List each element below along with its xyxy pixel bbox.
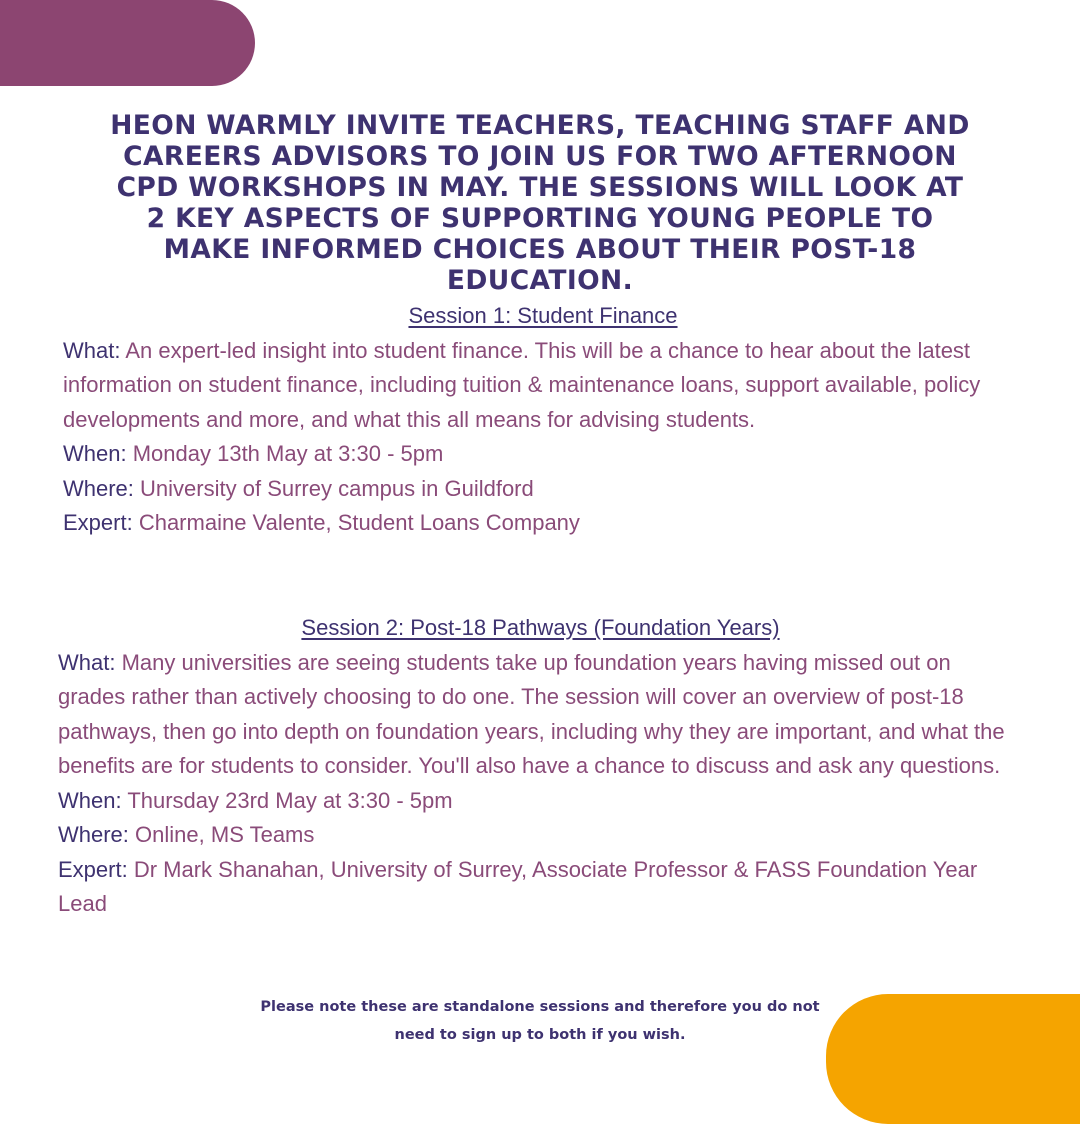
what-label: What: [58, 649, 116, 675]
session-1-expert-text: Charmaine Valente, Student Loans Company [138, 510, 580, 535]
session-1-where [63, 472, 1023, 507]
note-line-2: need to sign up to both if you wish. [394, 1027, 686, 1043]
session-2-what [58, 646, 1023, 784]
decorative-orange-blob [826, 994, 1080, 1124]
session-1-what [63, 334, 1023, 438]
standalone-note [240, 993, 840, 1049]
session-1-title: Session 1: Student Finance [408, 303, 678, 328]
session-2-where [58, 818, 1023, 853]
session-1-where-text: University of Surrey campus in Guildford [140, 475, 534, 501]
session-2-where-text: Online, MS Teams [135, 822, 315, 847]
session-2 [58, 611, 1023, 922]
expert-label: Expert: [63, 510, 133, 535]
session-1-expert [63, 506, 1023, 541]
note-line-1: Please note these are standalone sessions and therefore you do not [260, 999, 820, 1015]
expert-label: Expert: [58, 856, 128, 882]
session-1 [63, 299, 1023, 541]
decorative-purple-blob [0, 0, 255, 86]
when-label: When: [63, 441, 127, 466]
session-2-expert-text: Dr Mark Shanahan, University of Surrey, Associate Professor & FASS Foundation Year Lead [58, 856, 978, 916]
session-2-title: Session 2: Post-18 Pathways (Foundation Years) [301, 615, 780, 640]
session-1-what-text: An expert-led insight into student finance. This will be a chance to hear about the latest information on student finance, including tuition & maintenance loans, support available, policy developments and more, and what this all means for advising students. [63, 337, 981, 432]
headline: HEON WARMLY INVITE TEACHERS, TEACHING STAFF AND CAREERS ADVISORS TO JOIN US FOR TWO AFTERNOON CPD WORKSHOPS IN MAY. THE SESSIONS WILL LOOK AT 2 KEY ASPECTS OF SUPPORTING YOUNG PEOPLE TO MAKE INFORMED CHOICES ABOUT THEIR POST-18 EDUCATION. [110, 110, 970, 296]
when-label: When: [58, 787, 122, 813]
session-2-expert [58, 853, 1023, 922]
session-1-when [63, 437, 1023, 472]
session-2-when [58, 784, 1023, 819]
session-1-when-text: Monday 13th May at 3:30 - 5pm [132, 441, 444, 466]
session-2-when-text: Thursday 23rd May at 3:30 - 5pm [127, 787, 453, 813]
session-2-what-text: Many universities are seeing students take up foundation years having missed out on grades rather than actively choosing to do one. The session will cover an overview of post-18 pathways, then go into depth on foundation years, including why they are important, and what the benefits are for students to consider. You'll also have a chance to discuss and ask any questions. [58, 649, 1005, 778]
where-label: Where: [63, 475, 134, 501]
what-label: What: [63, 337, 121, 363]
where-label: Where: [58, 822, 129, 847]
